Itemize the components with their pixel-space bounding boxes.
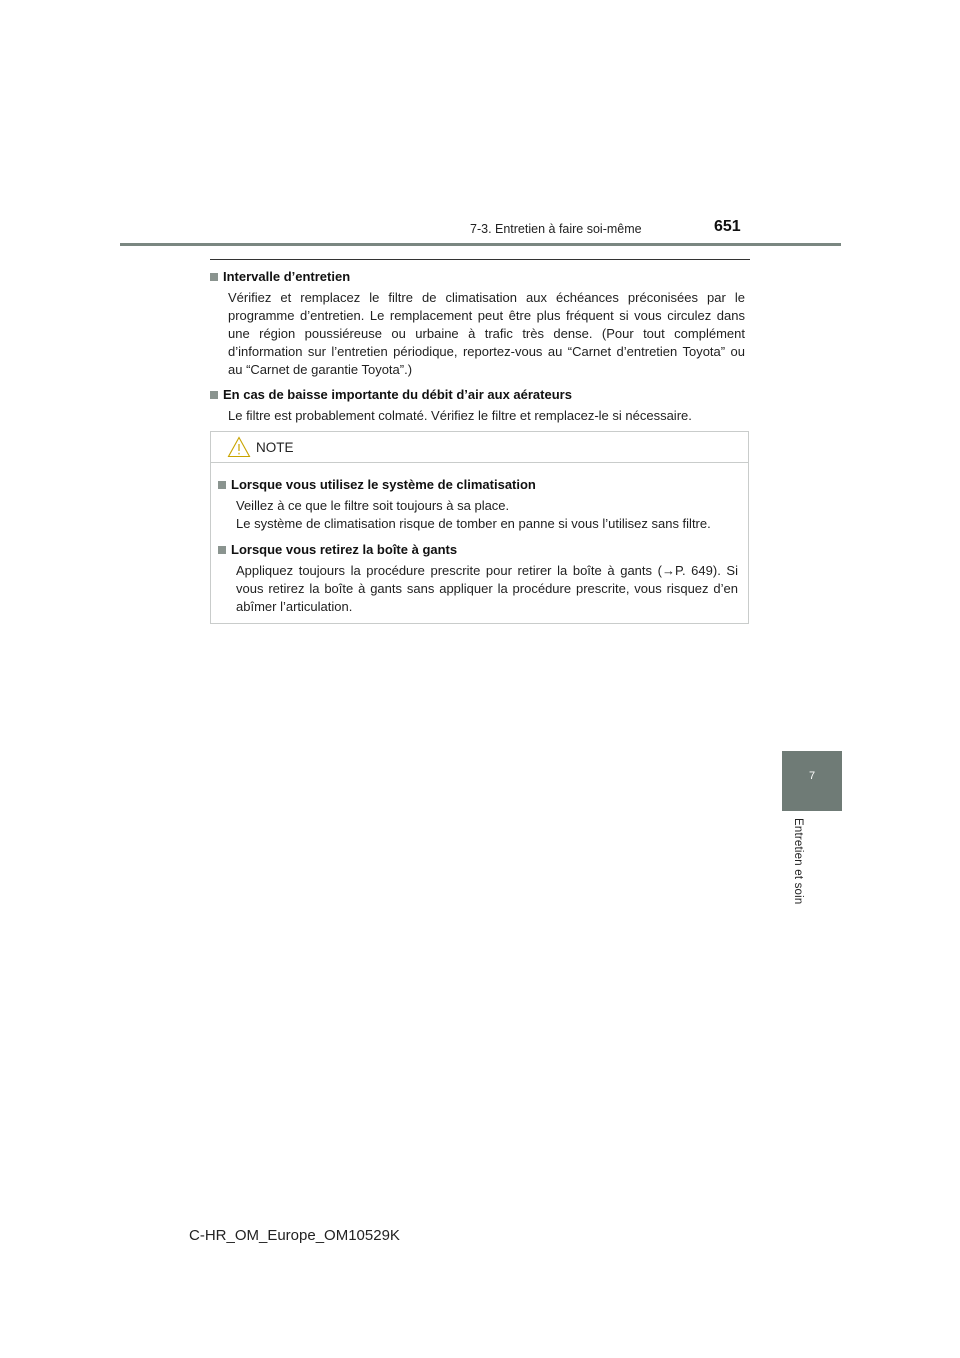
square-bullet-icon xyxy=(218,481,226,489)
chapter-title: Entretien et soin xyxy=(792,818,804,905)
section-heading-text: Intervalle d’entretien xyxy=(223,269,351,284)
header-section-title: 7-3. Entretien à faire soi-même xyxy=(470,222,642,236)
section-heading xyxy=(210,387,750,402)
warning-triangle-icon xyxy=(227,436,251,458)
section-heading xyxy=(210,269,750,284)
note-paragraph: Appliquez toujours la procédure prescrite pour retirer la boîte à gants (→P. 649). Si vous retirez la boîte à gants sans appliquer la procédure prescrite, vous risquez d’en abîmer l’articulation. xyxy=(236,563,738,614)
header-rule xyxy=(120,243,841,246)
section-maintenance-interval xyxy=(210,269,750,379)
note-section-aircon-use xyxy=(218,477,740,533)
note-paragraph: Le système de climatisation risque de tomber en panne si vous l’utilisez sans filtre. xyxy=(236,516,711,531)
note-box xyxy=(210,431,749,624)
square-bullet-icon xyxy=(218,546,226,554)
content-top-rule xyxy=(210,259,750,260)
section-paragraph: Vérifiez et remplacez le filtre de climatisation aux échéances préconisées par le programme d’entretien. Le remplacement peut être plus fréquent si vous circulez dans une région poussiéreuse ou urbaine à trafic très dense. (Pour tout complément d’information sur l’entretien périodique, reportez-vous au “Carnet d’entretien Toyota” ou au “Carnet de garantie Toyota”.) xyxy=(228,290,745,377)
note-section-heading xyxy=(218,477,740,492)
note-paragraph: Veillez à ce que le filtre soit toujours à sa place. xyxy=(236,498,510,513)
note-section-heading-text: Lorsque vous utilisez le système de climatisation xyxy=(231,477,536,492)
page-number: 651 xyxy=(714,218,741,235)
note-section-heading-text: Lorsque vous retirez la boîte à gants xyxy=(231,542,458,557)
note-label: NOTE xyxy=(256,439,294,455)
main-content xyxy=(210,259,750,433)
note-body xyxy=(211,463,748,616)
square-bullet-icon xyxy=(210,273,218,281)
note-header xyxy=(211,432,748,463)
section-airflow-drop xyxy=(210,387,750,425)
square-bullet-icon xyxy=(210,391,218,399)
chapter-tab xyxy=(782,751,842,811)
chapter-number: 7 xyxy=(808,770,816,782)
section-paragraph: Le filtre est probablement colmaté. Vérifiez le filtre et remplacez-le si nécessaire. xyxy=(228,408,692,423)
section-heading-text: En cas de baisse importante du débit d’air aux aérateurs xyxy=(223,387,572,402)
footer-document-code: C-HR_OM_Europe_OM10529K xyxy=(189,1227,400,1244)
note-section-glovebox xyxy=(218,542,740,616)
note-section-heading xyxy=(218,542,740,557)
